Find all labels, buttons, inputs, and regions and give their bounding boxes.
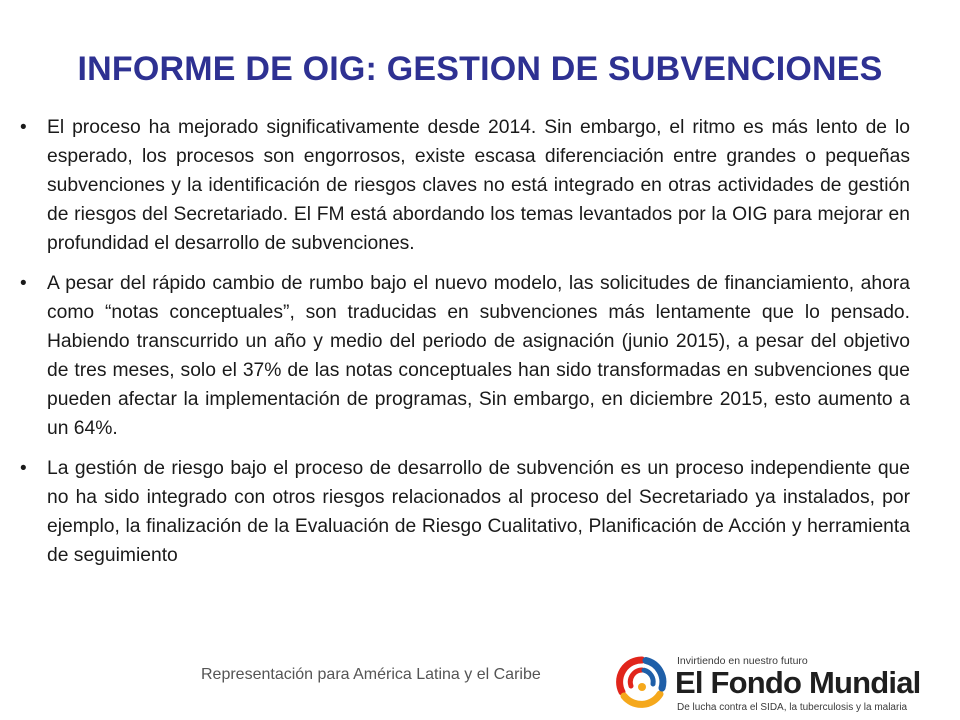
list-item: [20, 269, 910, 443]
list-item: [20, 454, 910, 570]
logo-tagline: Invirtiendo en nuestro futuro: [677, 655, 808, 667]
logo-name: El Fondo Mundial: [675, 665, 921, 700]
bullet-text: La gestión de riesgo bajo el proceso de desarrollo de subvención es un proceso independiente que no ha sido integrado con otros riesgos relacionados al proceso del Secretariado ya instalados, por ejemplo, la finalización de la Evaluación de Riesgo Cualitativo, Planificación de Acción y herramienta de seguimiento: [47, 458, 910, 566]
footer-text: Representación para América Latina y el Caribe: [201, 666, 541, 683]
bullet-text: El proceso ha mejorado significativamente desde 2014. Sin embargo, el ritmo es más lento de lo esperado, los procesos son engorrosos, existe escasa diferenciación entre grandes o pequeñas subvenciones y la identificación de riesgos claves no está integrado en otras actividades de gestión de riesgos del Secretariado. El FM está abordando los temas levantados por la OIG para mejorar en profundidad el desarrollo de subvenciones.: [47, 117, 910, 254]
bullet-icon: •: [20, 273, 27, 294]
page-title: INFORME DE OIG: GESTION DE SUBVENCIONES: [77, 50, 883, 88]
logo-subtitle: De lucha contra el SIDA, la tuberculosis y la malaria: [677, 702, 908, 713]
global-fund-logo: [612, 648, 921, 720]
bullet-list: [20, 113, 910, 581]
list-item: [20, 113, 910, 258]
global-fund-logo-icon: [616, 656, 668, 708]
bullet-icon: •: [20, 458, 27, 479]
bullet-icon: •: [20, 117, 27, 138]
bullet-text: A pesar del rápido cambio de rumbo bajo el nuevo modelo, las solicitudes de financiamiento, ahora como “notas conceptuales”, son traducidas en subvenciones más lentamente que lo pensado. Habiendo transcurrido un año y medio del periodo de asignación (junio 2015), a pesar del objetivo de tres meses, solo el 37% de las notas conceptuales han sido transformadas en subvenciones que pueden afectar la implementación de programas, Sin embargo, en diciembre 2015, esto aumento a un 64%.: [47, 273, 910, 439]
